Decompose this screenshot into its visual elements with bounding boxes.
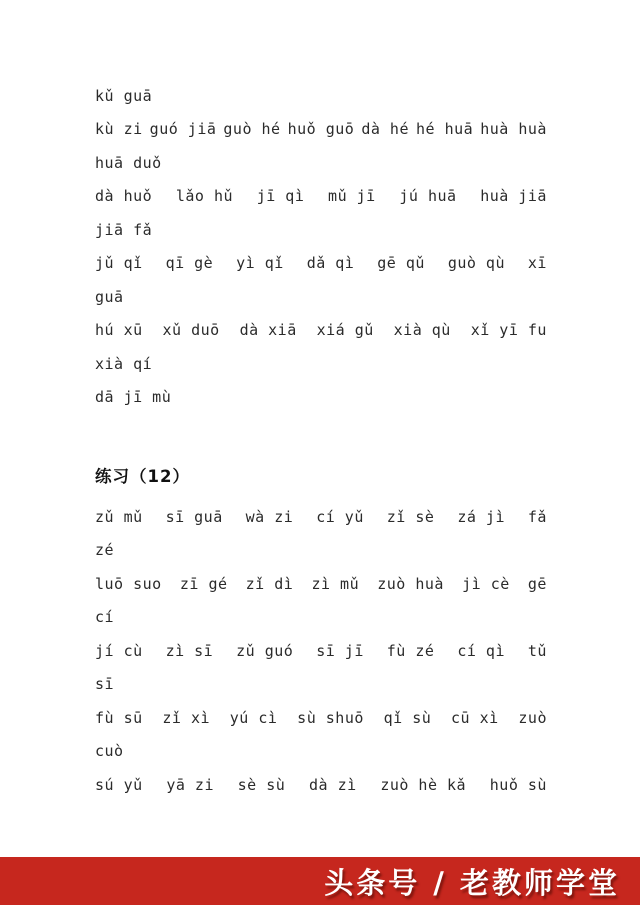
pinyin-word: xià qí: [95, 354, 153, 373]
pinyin-word: yì qǐ: [236, 254, 284, 273]
pinyin-word: sī jī: [316, 641, 364, 660]
pinyin-word: cí qì: [457, 641, 505, 660]
pinyin-line: [95, 247, 547, 281]
pinyin-word: zǐ xì: [162, 708, 211, 727]
pinyin-word: guò qù: [447, 254, 505, 273]
pinyin-word: tǔ: [527, 641, 547, 660]
pinyin-word: sú yǔ: [95, 775, 143, 794]
watermark-banner: [0, 857, 640, 905]
pinyin-word: luō suo: [95, 574, 162, 593]
pinyin-word: hé huā: [416, 120, 474, 139]
pinyin-word: fǎ: [527, 507, 547, 526]
pinyin-word: mǔ jī: [328, 187, 376, 206]
pinyin-word: yā zi: [166, 775, 214, 794]
pinyin-word: zuò: [518, 708, 547, 727]
pinyin-word: guò hé: [223, 120, 281, 139]
pinyin-word: jī qì: [256, 187, 305, 206]
pinyin-word: huà jiā: [480, 187, 547, 206]
pinyin-line: [95, 567, 547, 601]
pinyin-line: [95, 280, 547, 314]
pinyin-word: zǔ guó: [236, 641, 294, 660]
pinyin-word: dā jī mù: [95, 388, 172, 407]
pinyin-word: sī guā: [165, 507, 223, 526]
pinyin-word: zuò hè kǎ: [380, 775, 467, 794]
pinyin-line: [95, 113, 547, 147]
pinyin-word: huǒ sù: [489, 775, 547, 794]
pinyin-word: gē qǔ: [377, 254, 425, 273]
pinyin-word: sī: [95, 675, 115, 694]
pinyin-word: zì mǔ: [311, 574, 360, 593]
watermark-text: 头条号 / 老教师学堂: [324, 865, 620, 900]
pinyin-line: [95, 601, 547, 635]
pinyin-word: dà hé: [361, 120, 409, 139]
pinyin-word: cí yǔ: [316, 507, 364, 526]
pinyin-section-1: [95, 79, 555, 414]
pinyin-line: [95, 701, 547, 735]
pinyin-word: lǎo hǔ: [175, 187, 234, 206]
pinyin-word: jú huā: [399, 187, 457, 206]
pinyin-word: guó jiā: [149, 120, 217, 139]
pinyin-section-2: [95, 500, 555, 802]
pinyin-word: zī gé: [179, 574, 228, 593]
pinyin-word: fù zé: [386, 641, 435, 660]
pinyin-word: sè sù: [237, 775, 286, 794]
pinyin-word: xiá gǔ: [316, 321, 374, 340]
pinyin-word: dǎ qì: [306, 254, 355, 273]
pinyin-word: xī: [527, 254, 547, 273]
pinyin-word: yú cì: [229, 708, 278, 727]
pinyin-word: xǐ yī fu: [470, 321, 547, 340]
pinyin-word: kù zi: [95, 120, 143, 139]
pinyin-word: zǐ sè: [386, 507, 435, 526]
pinyin-line: [95, 79, 547, 113]
pinyin-word: wà zi: [245, 507, 294, 526]
pinyin-word: zì sī: [165, 641, 214, 660]
pinyin-word: qī gè: [165, 254, 214, 273]
worksheet-content: [95, 0, 555, 802]
pinyin-word: sù shuō: [297, 708, 364, 727]
pinyin-line: [95, 500, 547, 534]
pinyin-word: kǔ guā: [95, 86, 153, 105]
pinyin-word: dà xiā: [239, 321, 297, 340]
pinyin-word: xià qù: [393, 321, 451, 340]
pinyin-word: zé: [95, 541, 115, 560]
pinyin-line: [95, 668, 547, 702]
pinyin-word: huà huà: [480, 120, 547, 139]
pinyin-word: huǒ guō: [287, 120, 355, 139]
pinyin-line: [95, 534, 547, 568]
pinyin-line: [95, 213, 547, 247]
pinyin-word: cū xì: [451, 708, 499, 727]
pinyin-word: fù sū: [95, 708, 143, 727]
pinyin-line: [95, 180, 547, 214]
pinyin-line: [95, 146, 547, 180]
pinyin-line: [95, 768, 547, 802]
pinyin-word: zuò huà: [377, 574, 444, 593]
pinyin-word: guā: [95, 287, 124, 306]
pinyin-line: [95, 381, 547, 415]
pinyin-word: zǔ mǔ: [95, 507, 143, 526]
pinyin-word: zǐ dì: [245, 574, 294, 593]
pinyin-word: zá jì: [457, 507, 505, 526]
pinyin-word: qǐ sù: [383, 708, 432, 727]
pinyin-word: dà huǒ: [95, 187, 153, 206]
pinyin-word: hú xū: [95, 321, 143, 340]
pinyin-word: jí cù: [95, 641, 143, 660]
pinyin-line: [95, 634, 547, 668]
pinyin-word: jiā fǎ: [95, 220, 153, 239]
pinyin-line: [95, 347, 547, 381]
pinyin-word: dà zì: [308, 775, 357, 794]
pinyin-line: [95, 314, 547, 348]
pinyin-word: cuò: [95, 742, 124, 761]
pinyin-word: xǔ duō: [162, 321, 220, 340]
exercise-heading: 练习（12）: [95, 467, 190, 486]
pinyin-line: [95, 735, 547, 769]
pinyin-word: jì cè: [462, 574, 510, 593]
pinyin-word: huā duǒ: [95, 153, 162, 172]
pinyin-word: gē: [527, 574, 547, 593]
pinyin-word: jǔ qǐ: [95, 254, 143, 273]
pinyin-word: cí: [95, 608, 115, 627]
